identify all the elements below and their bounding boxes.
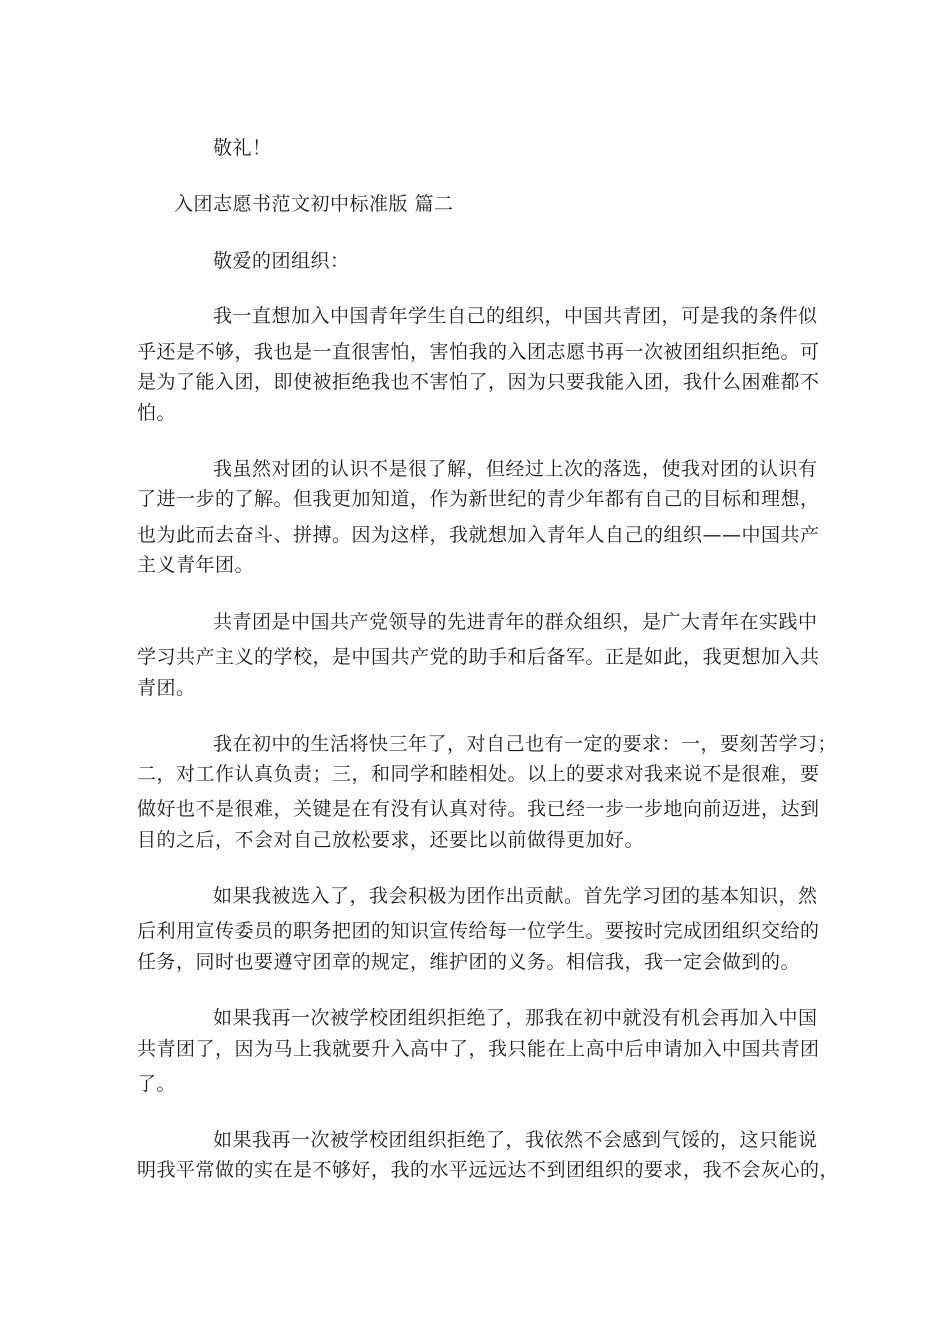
paragraph-line: 共青团是中国共产党领导的先进青年的群众组织，是广大青年在实践中 [213, 611, 818, 633]
paragraph-line: 如果我再一次被学校团组织拒绝了，那我在初中就没有机会再加入中国 [213, 1007, 818, 1029]
closing-text: 敬礼！ [213, 137, 272, 159]
paragraph-line: 二，对工作认真负责；三，和同学和睦相处。以上的要求对我来说不是很难，要 [137, 763, 820, 785]
paragraph-line: 目的之后，不会对自己放松要求，还要比以前做得更加好。 [137, 829, 645, 851]
paragraph-line: 也为此而去奋斗、拼搏。因为这样，我就想加入青年人自己的组织——中国共产 [137, 524, 820, 546]
paragraph-line: 共青团了，因为马上我就要升入高中了，我只能在上高中后申请加入中国共青团 [137, 1038, 820, 1060]
paragraph-line: 做好也不是很难，关键是在有没有认真对待。我已经一步一步地向前迈进，达到 [137, 798, 820, 820]
paragraph-line: 如果我再一次被学校团组织拒绝了，我依然不会感到气馁的，这只能说 [213, 1129, 818, 1151]
salutation: 敬爱的团组织： [213, 250, 350, 272]
paragraph-line: 我在初中的生活将快三年了，对自己也有一定的要求：一，要刻苦学习； [213, 733, 838, 755]
paragraph-line: 怕。 [137, 402, 177, 424]
paragraph-line: 任务，同时也要遵守团章的规定，维护团的义务。相信我，我一定会做到的。 [137, 951, 801, 973]
paragraph-line: 了进一步的了解。但我更加知道，作为新世纪的青少年都有自己的目标和理想， [137, 488, 820, 510]
paragraph-line: 如果我被选入了，我会积极为团作出贡献。首先学习团的基本知识，然 [213, 885, 818, 907]
paragraph-line: 青团。 [137, 677, 196, 699]
paragraph-line: 学习共产主义的学校，是中国共产党的助手和后备军。正是如此，我更想加入共 [137, 646, 820, 668]
paragraph-line: 乎还是不够，我也是一直很害怕，害怕我的入团志愿书再一次被团组织拒绝。可 [137, 341, 820, 363]
paragraph-line: 后利用宣传委员的职务把团的知识宣传给每一位学生。要按时完成团组织交给的 [137, 920, 820, 942]
paragraph-line: 是为了能入团，即使被拒绝我也不害怕了，因为只要我能入团，我什么困难都不 [137, 371, 820, 393]
paragraph-line: 明我平常做的实在是不够好，我的水平远远达不到团组织的要求，我不会灰心的， [137, 1159, 840, 1181]
paragraph-line: 我一直想加入中国青年学生自己的组织，中国共青团，可是我的条件似 [213, 305, 818, 327]
paragraph-line: 了。 [137, 1073, 177, 1095]
section-title: 入团志愿书范文初中标准版 篇二 [174, 193, 454, 215]
paragraph-line: 主义青年团。 [137, 554, 255, 576]
paragraph-line: 我虽然对团的认识不是很了解，但经过上次的落选，使我对团的认识有 [213, 458, 818, 480]
